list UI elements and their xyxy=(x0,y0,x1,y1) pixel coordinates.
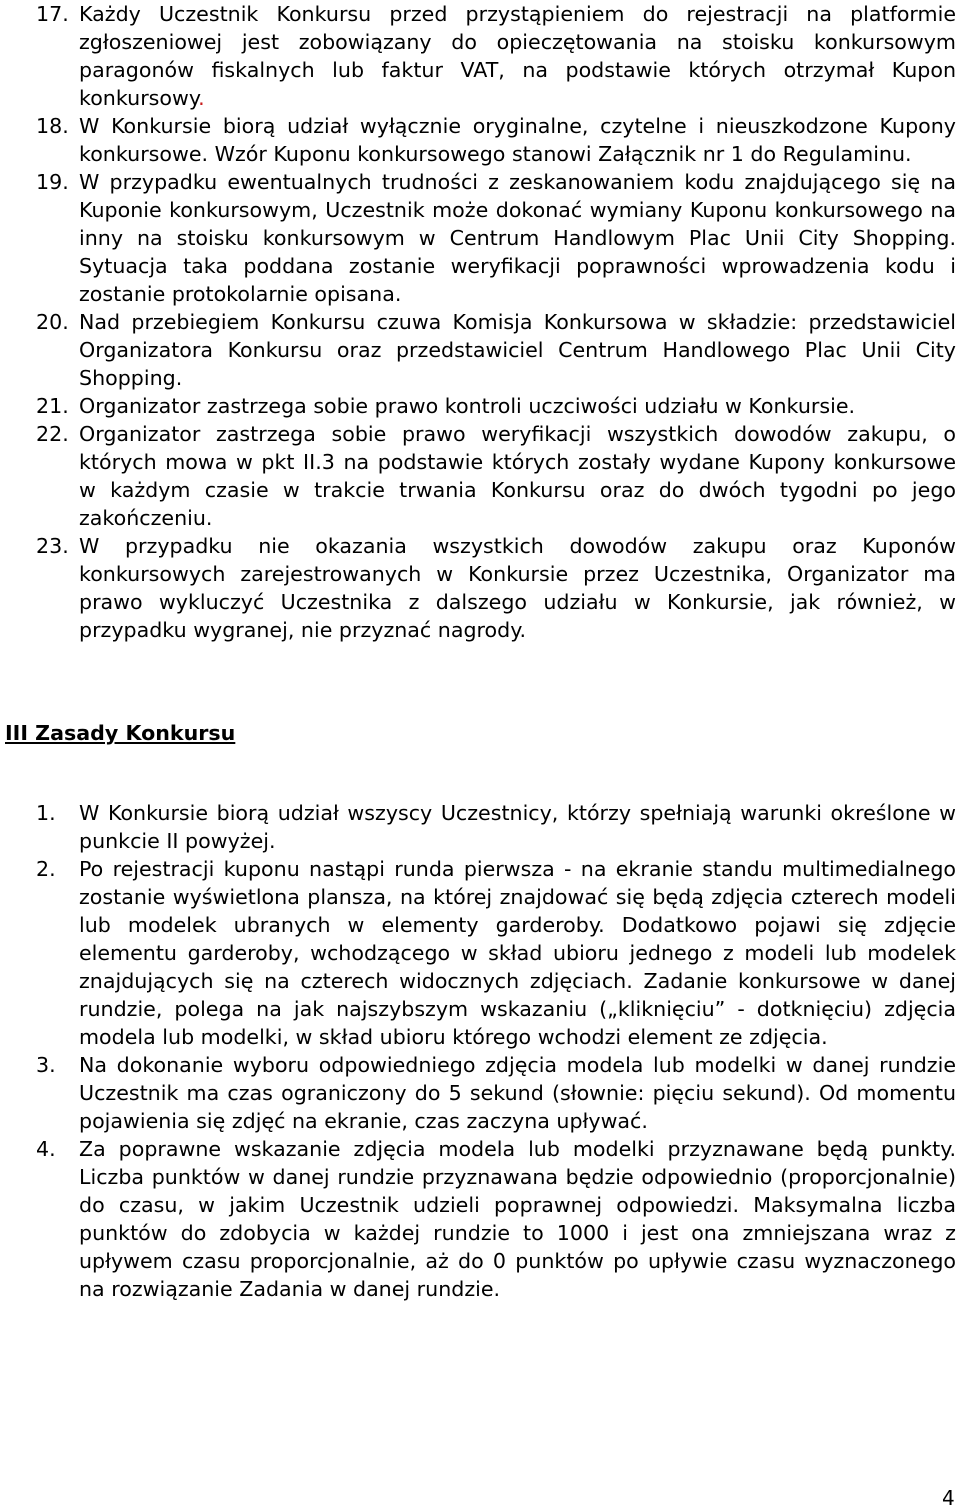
item-number: 1. xyxy=(36,801,56,825)
item-text-body: Każdy Uczestnik Konkursu przed przystąpieniem do rejestracji na platformie zgłoszeniowej jest zobowiązany do opieczętowania na stoisku konkursowym paragonów fiskalnych lub faktur VAT, na podstawie których otrzymał Kupon konkursowy xyxy=(79,2,956,110)
item-number: 20. xyxy=(36,310,69,334)
section-heading: III Zasady Konkursu xyxy=(5,721,236,745)
list-item-17 xyxy=(0,0,960,112)
list-item-22 xyxy=(0,420,960,532)
list-item-23 xyxy=(0,532,960,644)
item-text: W Konkursie biorą udział wyłącznie oryginalne, czytelne i nieuszkodzone Kupony konkursowe. Wzór Kuponu konkursowego stanowi Załącznik nr 1 do Regulaminu. xyxy=(79,114,956,166)
list-item-18 xyxy=(0,112,960,168)
item-number: 3. xyxy=(36,1053,56,1077)
item-number: 17. xyxy=(36,2,69,26)
list-item-19 xyxy=(0,168,960,308)
list-item-2 xyxy=(0,855,960,1051)
item-text: Organizator zastrzega sobie prawo weryfikacji wszystkich dowodów zakupu, o których mowa w pkt II.3 na podstawie których zostały wydane Kupony konkursowe w każdym czasie w trakcie trwania Konkursu oraz do dwóch tygodni po jego zakończeniu. xyxy=(79,422,956,530)
rules-list-section-ii xyxy=(0,0,960,644)
item-number: 22. xyxy=(36,422,69,446)
list-item-20 xyxy=(0,308,960,392)
item-number: 19. xyxy=(36,170,69,194)
item-text: Po rejestracji kuponu nastąpi runda pierwsza - na ekranie standu multimedialnego zostanie wyświetlona plansza, na której znajdować się będą zdjęcia czterech modeli lub modelek ubranych w elementy garderoby. Dodatkowo pojawi się zdjęcie elementu garderoby, wchodzącego w skład ubioru jednego z modeli lub modelek znajdujących się na czterech widocznych zdjęciach. Zadanie konkursowe w danej rundzie, polega na jak najszybszym wskazaniu („kliknięciu” - dotknięciu) zdjęcia modela lub modelki, w skład ubioru którego wchodzi element ze zdjęcia. xyxy=(79,857,956,1049)
item-number: 2. xyxy=(36,857,56,881)
item-text: Za poprawne wskazanie zdjęcia modela lub modelki przyznawane będą punkty. Liczba punktów w danej rundzie przyznawana będzie odpowiednio (proporcjonalnie) do czasu, w jakim Uczestnik udzieli poprawnej odpowiedzi. Maksymalna liczba punktów do zdobycia w każdej rundzie to 1000 i jest ona zmniejszana wraz z upływem czasu proporcjonalnie, aż do 0 punktów po upływie czasu wyznaczonego na rozwiązanie Zadania w danej rundzie. xyxy=(79,1137,956,1301)
item-text: W przypadku nie okazania wszystkich dowodów zakupu oraz Kuponów konkursowych zarejestrowanych w Konkursie przez Uczestnika, Organizator ma prawo wykluczyć Uczestnika z dalszego udziału w Konkursie, jak również, w przypadku wygranej, nie przyznać nagrody. xyxy=(79,534,956,642)
item-text: Organizator zastrzega sobie prawo kontroli uczciwości udziału w Konkursie. xyxy=(79,394,856,418)
item-number: 23. xyxy=(36,534,69,558)
item-text xyxy=(79,0,956,112)
item-text-highlight: . xyxy=(198,86,205,110)
list-item-3 xyxy=(0,1051,960,1135)
item-text: Nad przebiegiem Konkursu czuwa Komisja Konkursowa w składzie: przedstawiciel Organizatora Konkursu oraz przedstawiciel Centrum Handlowego Plac Unii City Shopping. xyxy=(79,310,956,390)
item-number: 21. xyxy=(36,394,69,418)
list-item-21 xyxy=(0,392,960,420)
item-text: Na dokonanie wyboru odpowiedniego zdjęcia modela lub modelki w danej rundzie Uczestnik ma czas ograniczony do 5 sekund (słownie: pięciu sekund). Od momentu pojawienia się zdjęć na ekranie, czas zaczyna upływać. xyxy=(79,1053,956,1133)
item-text: W Konkursie biorą udział wszyscy Uczestnicy, którzy spełniają warunki określone w punkcie II powyżej. xyxy=(79,801,956,853)
item-text: W przypadku ewentualnych trudności z zeskanowaniem kodu znajdującego się na Kuponie konkursowym, Uczestnik może dokonać wymiany Kuponu konkursowego na inny na stoisku konkursowym w Centrum Handlowym Plac Unii City Shopping. Sytuacja taka poddana zostanie weryfikacji poprawności wprowadzenia kodu i zostanie protokolarnie opisana. xyxy=(79,170,956,306)
list-item-4 xyxy=(0,1135,960,1303)
item-number: 18. xyxy=(36,114,69,138)
page-number: 4 xyxy=(942,1486,955,1510)
item-number: 4. xyxy=(36,1137,56,1161)
list-item-1 xyxy=(0,799,960,855)
rules-list-section-iii xyxy=(0,799,960,1303)
